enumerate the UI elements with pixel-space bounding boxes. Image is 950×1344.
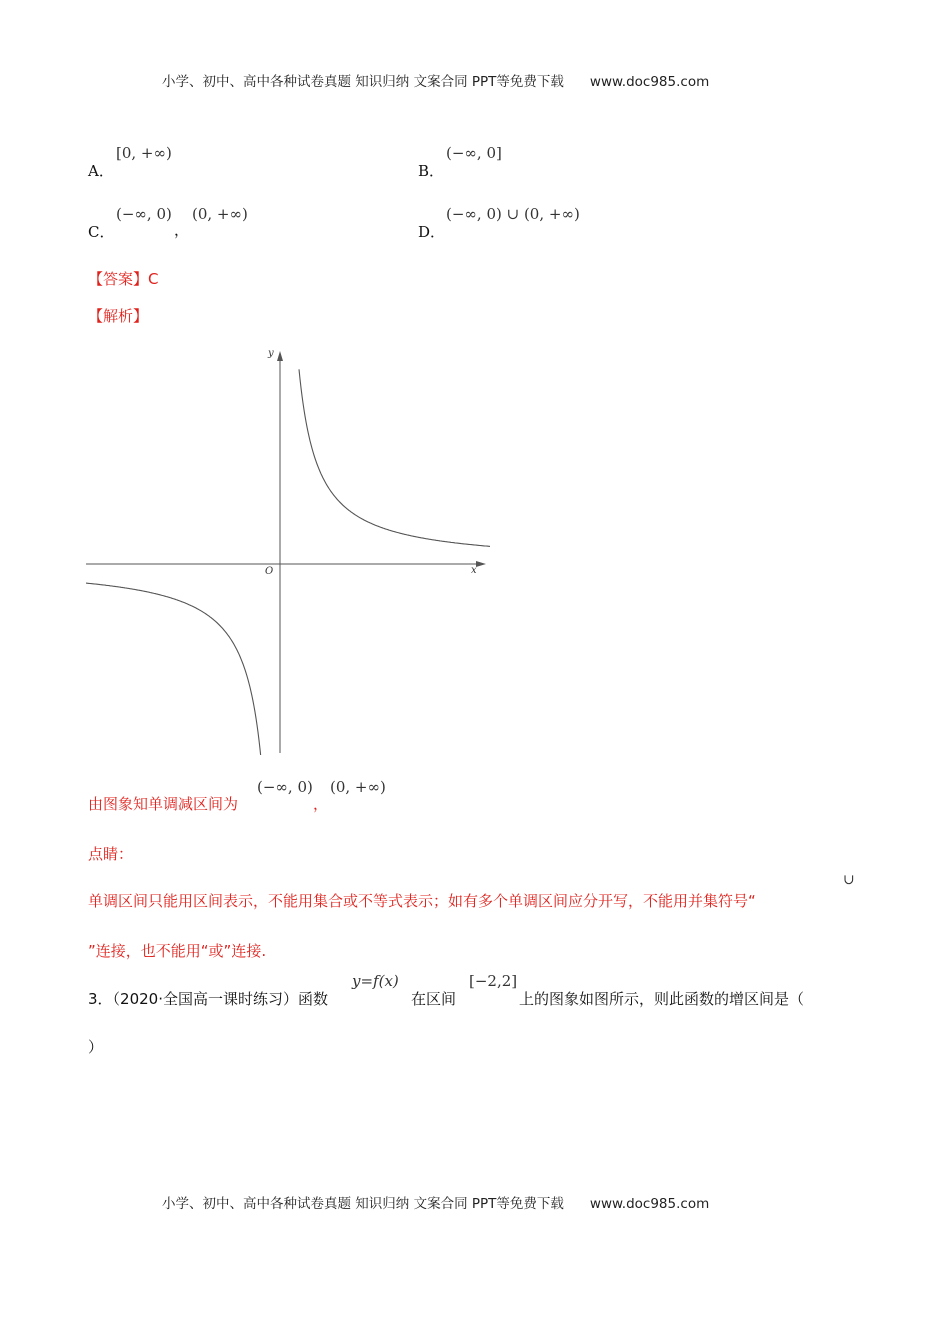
answer-label: 【答案】C (88, 270, 159, 288)
option-b-math: (−∞, 0] (446, 144, 502, 162)
option-d-math: (−∞, 0) ∪ (0, +∞) (446, 205, 580, 223)
header-site: www.doc985.com (589, 74, 710, 90)
page-header (162, 70, 709, 90)
x-axis-arrow (476, 561, 486, 567)
option-a-letter: A． (88, 162, 114, 180)
option-a-math: [0, +∞) (116, 144, 172, 162)
analysis-label: 【解析】 (88, 307, 149, 325)
union-symbol: ∪ (843, 872, 855, 888)
x-axis-label: x (471, 565, 477, 576)
y-axis-arrow (277, 351, 283, 361)
explanation-math1: (−∞, 0) (257, 778, 313, 796)
option-b-letter: B． (418, 162, 445, 180)
curve-branch-left (86, 583, 261, 755)
explanation-sep: ， (313, 795, 329, 813)
y-axis-label: y (268, 348, 274, 359)
footer-text: 小学、初中、高中各种试卷真题 知识归纳 文案合同 PPT等免费下载 (162, 1196, 564, 1212)
option-d-letter: D． (418, 223, 446, 241)
reciprocal-function-graph (86, 343, 496, 755)
question3-suffix: 上的图象如图所示，则此函数的增区间是（ (519, 990, 805, 1008)
question3-prefix: 3．（2020·全国高一课时练习）函数 (88, 990, 328, 1008)
origin-label: O (265, 566, 274, 577)
page-footer (162, 1192, 709, 1212)
option-c-math1: (−∞, 0) (116, 205, 172, 223)
tip-line1: 单调区间只能用区间表示，不能用集合或不等式表示；如有多个单调区间应分开写，不能用并集符号“ (88, 892, 756, 910)
curve-branch-right (299, 369, 490, 546)
explanation-prefix: 由图象知单调减区间为 (88, 795, 239, 813)
footer-site: www.doc985.com (589, 1196, 710, 1212)
tip-line2: ”连接，也不能用“或”连接. (88, 942, 267, 960)
option-c-sep: ， (174, 221, 190, 239)
option-c-math2: (0, +∞) (192, 205, 248, 223)
question3-func: y=f(x) (352, 972, 399, 990)
explanation-math2: (0, +∞) (330, 778, 386, 796)
option-c-letter: C． (88, 223, 115, 241)
tip-label: 点睛： (88, 845, 134, 863)
header-text: 小学、初中、高中各种试卷真题 知识归纳 文案合同 PPT等免费下载 (162, 74, 564, 90)
question3-mid: 在区间 (411, 990, 457, 1008)
question3-interval: [−2,2] (469, 972, 518, 990)
question3-line2: ） (88, 1038, 104, 1056)
